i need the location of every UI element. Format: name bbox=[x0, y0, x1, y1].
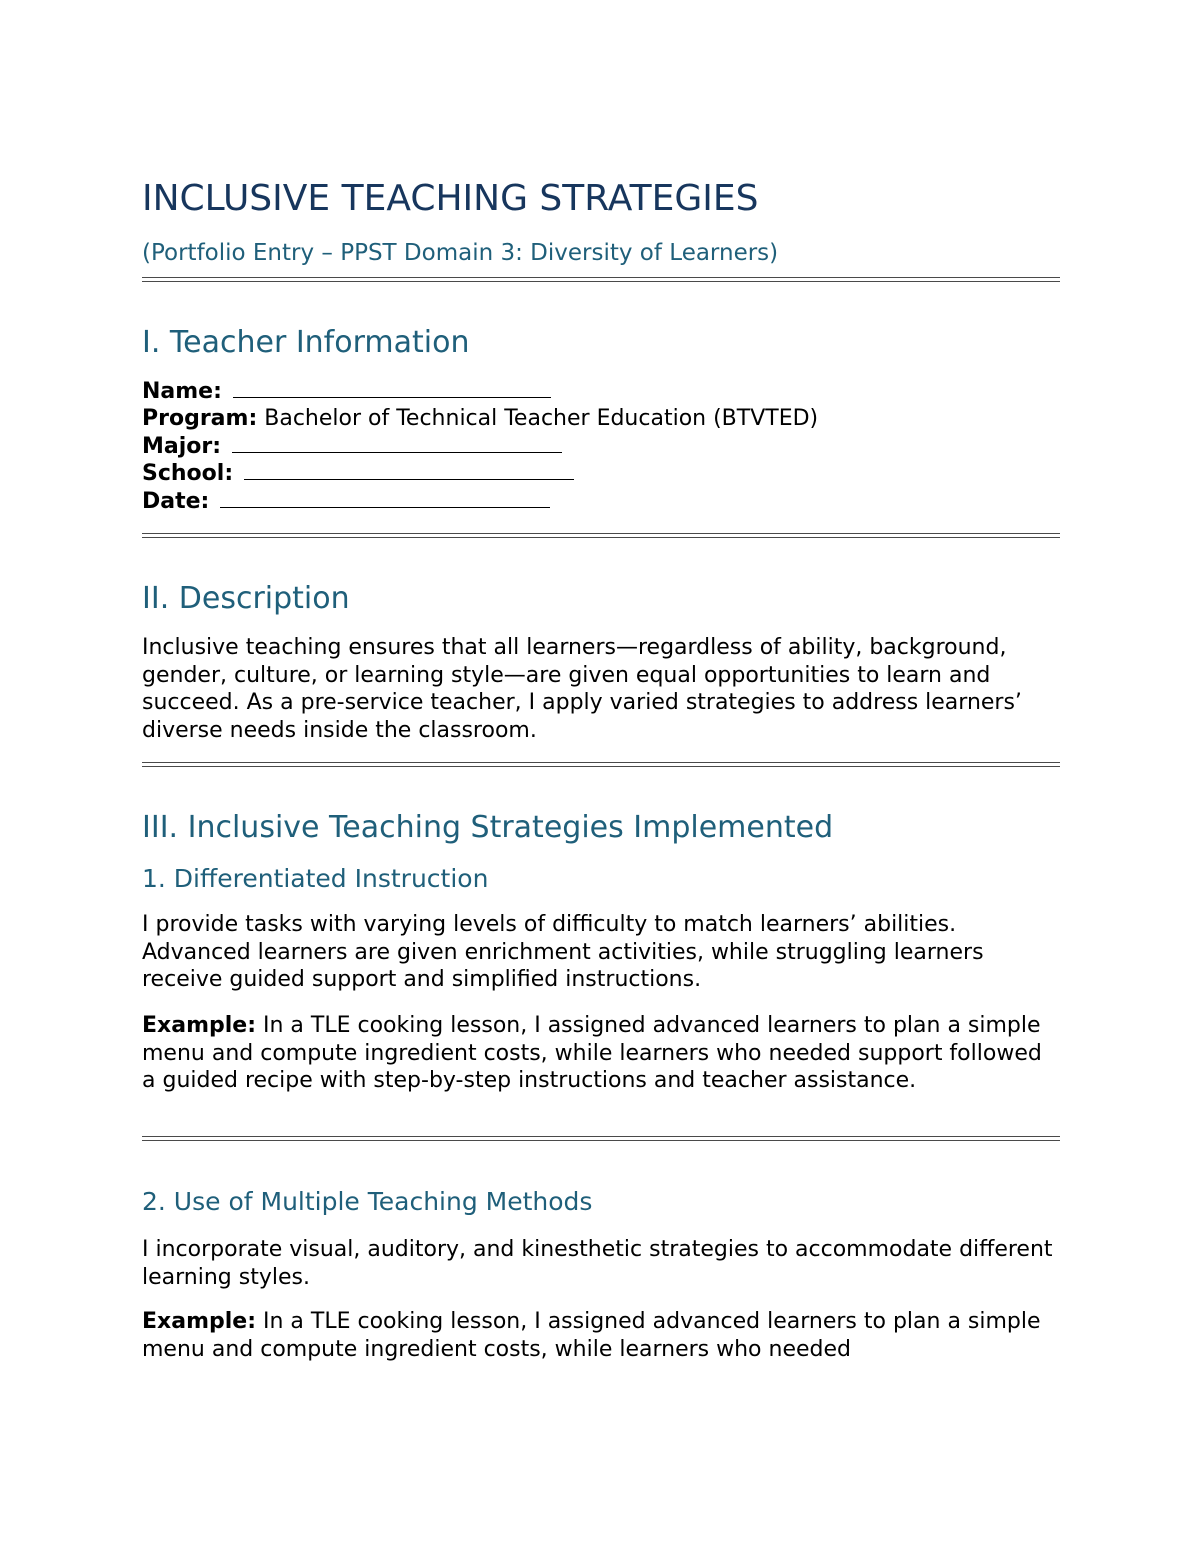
school-label: School: bbox=[142, 461, 234, 486]
section-divider bbox=[142, 762, 1060, 767]
date-blank-line bbox=[220, 491, 550, 508]
example-text: In a TLE cooking lesson, I assigned advanced learners to plan a simple menu and compute ingredient costs, while learners who needed support followed a guided recipe with step-by-step instructions and teacher assistance. bbox=[142, 1013, 1042, 1093]
strategy-1-heading: 1. Differentiated Instruction bbox=[142, 864, 489, 893]
major-label: Major: bbox=[142, 434, 222, 459]
program-field bbox=[142, 405, 818, 433]
name-label: Name: bbox=[142, 379, 222, 404]
name-field bbox=[142, 378, 551, 406]
section-divider bbox=[142, 533, 1060, 538]
section-divider bbox=[142, 277, 1060, 282]
teacher-info-heading: I. Teacher Information bbox=[142, 325, 470, 360]
date-field bbox=[142, 488, 550, 516]
program-label: Program: bbox=[142, 406, 258, 431]
example-label: Example: bbox=[142, 1013, 256, 1038]
name-blank-line bbox=[233, 381, 551, 398]
school-blank-line bbox=[244, 463, 574, 480]
example-text: In a TLE cooking lesson, I assigned advanced learners to plan a simple menu and compute ingredient costs, while learners who needed bbox=[142, 1309, 1041, 1362]
strategy-1-example bbox=[142, 1012, 1060, 1095]
strategy-2-heading: 2. Use of Multiple Teaching Methods bbox=[142, 1187, 593, 1216]
section-divider bbox=[142, 1136, 1060, 1141]
strategy-2-example bbox=[142, 1308, 1060, 1363]
school-field bbox=[142, 460, 574, 488]
strategies-heading: III. Inclusive Teaching Strategies Implemented bbox=[142, 810, 834, 845]
date-label: Date: bbox=[142, 489, 210, 514]
description-text: Inclusive teaching ensures that all learners—regardless of ability, background, gender, culture, or learning style—are given equal opportunities to learn and succeed. As a pre-service teacher, I apply varied strategies to address learners’ diverse needs inside the classroom. bbox=[142, 635, 1022, 743]
program-value: Bachelor of Technical Teacher Education (BTVTED) bbox=[264, 406, 819, 431]
document-title: INCLUSIVE TEACHING STRATEGIES bbox=[142, 178, 759, 219]
example-label: Example: bbox=[142, 1309, 256, 1334]
major-blank-line bbox=[232, 436, 562, 453]
description-heading: II. Description bbox=[142, 581, 350, 616]
document-subtitle: (Portfolio Entry – PPST Domain 3: Diversity of Learners) bbox=[142, 240, 779, 266]
strategy-1-text: I provide tasks with varying levels of difficulty to match learners’ abilities. Advanced learners are given enrichment activities, while struggling learners receive guided support and simplified instructions. bbox=[142, 912, 984, 992]
major-field bbox=[142, 433, 562, 461]
strategy-2-text: I incorporate visual, auditory, and kinesthetic strategies to accommodate different learning styles. bbox=[142, 1237, 1053, 1290]
